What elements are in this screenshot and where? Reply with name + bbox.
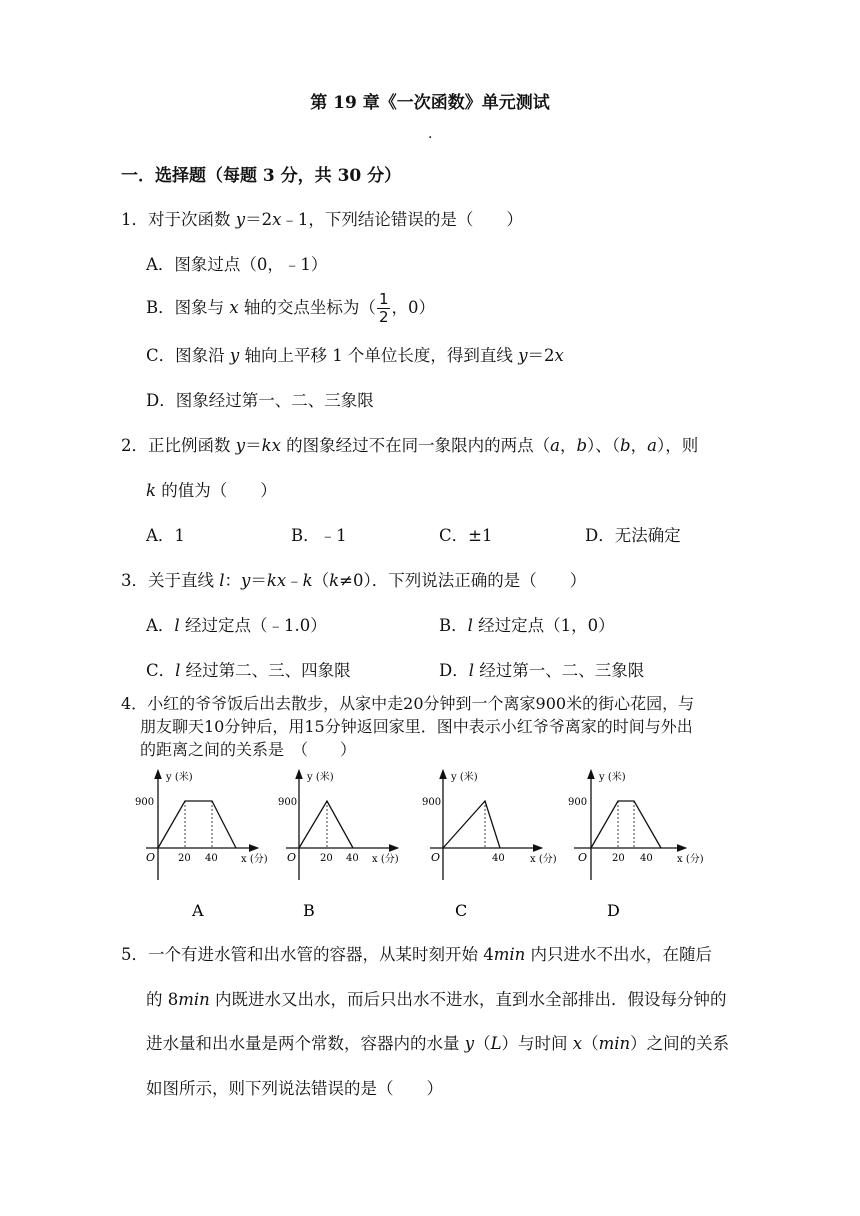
graph-a-x-tick-2: 40 [205,853,218,864]
graph-a-origin: O [146,851,156,864]
graph-b-y-label: y (米) [307,772,334,783]
q2-option-d: D．无法确定 [585,526,681,545]
graph-b-x-label: x (分) [372,854,399,865]
graph-c [422,770,557,920]
graph-c-origin: O [431,851,441,864]
q2-option-c: C．±1 [439,526,493,545]
q4-stem-line2: 朋友聊天10分钟后，用15分钟返回家里．图中表示小红爷爷离家的时间与外出 [140,717,693,736]
page-title: 第 19 章《一次函数》单元测试 [310,93,550,113]
graph-b [278,770,399,920]
graph-d-y-tick: 900 [568,797,588,808]
q2-stem-line1: 2．正比例函数 y＝kx 的图象经过不在同一象限内的两点（a，b）、（b，a），则 [121,436,699,455]
graph-a-x-tick-1: 20 [178,853,191,864]
q3-option-d: D．l 经过第一、二、三象限 [439,661,645,680]
q2-option-b: B．﹣1 [291,526,347,545]
graph-a-label: A [192,901,204,920]
graph-d-y-label: y (米) [599,772,626,783]
section-heading: 一．选择题（每题 3 分，共 30 分） [121,166,402,186]
q1-option-a: A．图象过点（0，﹣1） [146,255,328,274]
graph-c-y-tick: 900 [422,797,442,808]
graph-c-label: C [455,901,468,920]
q4-graphs [0,764,860,924]
graph-b-x-tick-2: 40 [346,853,359,864]
q5-stem-line4: 如图所示，则下列说法错误的是（ ） [146,1079,443,1098]
q4-stem-line1: 4．小红的爷爷饭后出去散步，从家中走20分钟到一个离家900米的街心花园，与 [121,694,695,713]
q3-option-b: B．l 经过定点（1，0） [439,616,615,635]
q5-stem-line1: 5．一个有进水管和出水管的容器，从某时刻开始 4min 内只进水不出水，在随后 [121,945,713,964]
q1-option-c: C．图象沿 y 轴向上平移 1 个单位长度，得到直线 y＝2x [146,346,564,365]
q1-option-d: D．图象经过第一、二、三象限 [146,391,374,410]
q3-stem: 3．关于直线 l：y＝kx﹣k（k≠0）．下列说法正确的是（ ） [121,571,587,590]
q2-option-a: A．1 [146,526,185,545]
graph-d [568,770,704,920]
graph-a [135,770,268,920]
q3-option-c: C．l 经过第二、三、四象限 [146,661,351,680]
graph-b-y-tick: 900 [278,797,298,808]
q1-stem: 1．对于次函数 y＝2x﹣1，下列结论错误的是（ ） [121,210,523,229]
graph-b-label: B [303,901,315,920]
q3-option-a: A．l 经过定点（﹣1.0） [146,616,327,635]
q2-stem-line2: k 的值为（ ） [146,481,277,500]
graph-d-x-label: x (分) [677,854,704,865]
graph-c-x-tick-1: 40 [492,853,505,864]
q4-stem-line3: 的距离之间的关系是 （ ） [140,740,357,759]
graph-c-x-label: x (分) [530,854,557,865]
graph-b-origin: O [287,851,297,864]
graph-a-y-tick: 900 [135,797,155,808]
graph-b-x-tick-1: 20 [320,853,333,864]
graph-a-y-label: y (米) [166,772,193,783]
graph-d-origin: O [578,851,588,864]
graph-d-x-tick-2: 40 [640,853,653,864]
q5-stem-line3: 进水量和出水量是两个常数，容器内的水量 y（L）与时间 x（min）之间的关系 [146,1034,730,1053]
title-dot: . [428,126,433,142]
q5-stem-line2: 的 8min 内既进水又出水，而后只出水不进水，直到水全部排出．假设每分钟的 [146,990,727,1009]
graph-d-label: D [607,901,620,920]
graph-a-x-label: x (分) [241,854,268,865]
graph-c-y-label: y (米) [451,772,478,783]
graph-d-x-tick-1: 20 [612,853,625,864]
q1-option-b: B．图象与 x 轴的交点坐标为（ $\frac{1}{2}$ ，0） [146,290,435,326]
fraction-half: $\frac{1}{2}$ [378,290,389,326]
